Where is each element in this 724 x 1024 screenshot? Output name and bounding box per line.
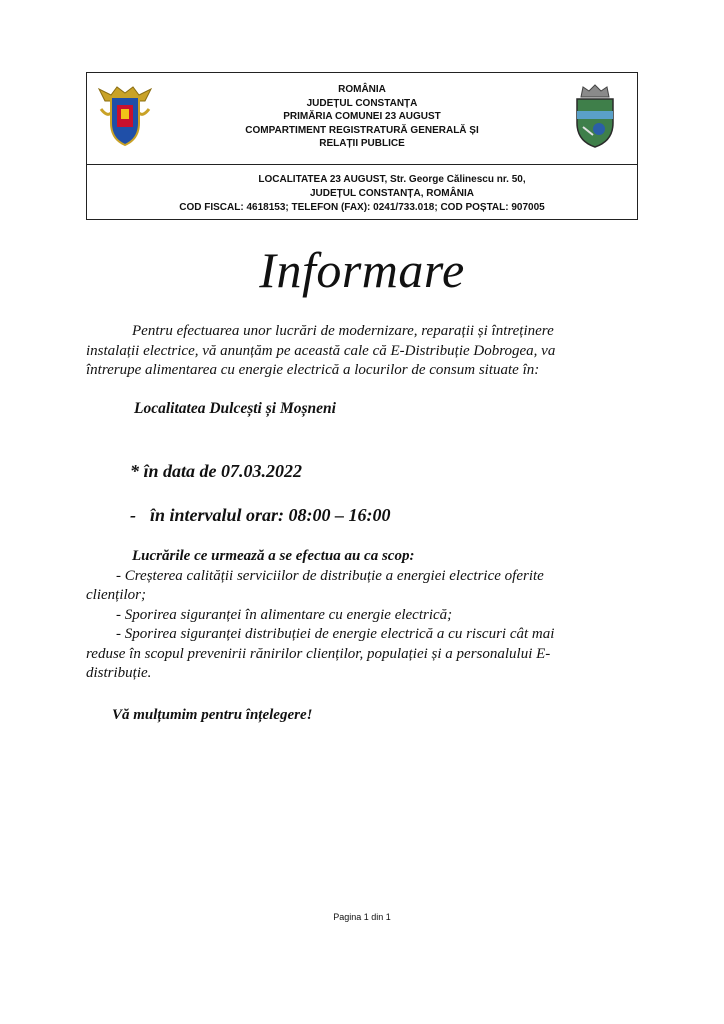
- interval-dash: -: [130, 505, 136, 525]
- intro-paragraph: [86, 322, 626, 381]
- locality-text: Localitatea Dulcești și Moșneni: [134, 400, 336, 417]
- purpose-item: - Sporirea siguranței distribuției de energie electrică a cu riscuri cât mai: [116, 626, 555, 642]
- letterhead-line: RELAȚII PUBLICE: [319, 138, 405, 149]
- letterhead-line: JUDEȚUL CONSTANȚA: [306, 97, 418, 109]
- letterhead: [86, 72, 638, 220]
- purpose-item-continuation: distribuție.: [86, 665, 152, 681]
- address-line: LOCALITATEA 23 AUGUST, Str. George Călinescu nr. 50,: [258, 174, 526, 185]
- letterhead-line: PRIMĂRIA COMUNEI 23 AUGUST: [283, 111, 441, 122]
- intro-line: instalații electrice, vă anunțăm pe această cale că E-Distribuție Dobrogea, va: [86, 342, 556, 359]
- date-text: * în data de 07.03.2022: [130, 461, 303, 481]
- fiscal-contact-line: COD FISCAL: 4618153; TELEFON (FAX): 0241/733.018; COD POȘTAL: 907005: [179, 202, 545, 213]
- purpose-item: - Sporirea siguranței în alimentare cu energie electrică;: [116, 606, 453, 623]
- letterhead-address: [87, 173, 637, 215]
- intro-line: întrerupe alimentarea cu energie electrică a locurilor de consum situate în:: [86, 362, 540, 378]
- intro-line: Pentru efectuarea unor lucrări de modernizare, reparații și întreținere: [132, 323, 554, 339]
- address-line: JUDEȚUL CONSTANȚA, ROMÂNIA: [309, 188, 475, 199]
- commune-coat-of-arms-icon: [573, 83, 617, 149]
- romania-coat-of-arms-icon: [97, 83, 153, 147]
- letterhead-line: ROMÂNIA: [338, 84, 386, 95]
- purpose-item-continuation: reduse în scopul prevenirii rănirilor clienților, populației și a personalului E-: [86, 645, 551, 662]
- letterhead-line: COMPARTIMENT REGISTRATURĂ GENERALĂ ȘI: [245, 124, 479, 136]
- purpose-item: - Creșterea calității serviciilor de distribuție a energiei electrice oferite: [116, 567, 544, 584]
- page-number: Pagina 1 din 1: [333, 912, 391, 922]
- purpose-heading: Lucrările ce urmează a se efectua au ca scop:: [132, 548, 415, 564]
- letterhead-institution: [197, 83, 527, 151]
- interval-text: în intervalul orar: 08:00 – 16:00: [150, 505, 391, 525]
- purpose-section: [86, 547, 626, 684]
- thanks-text: Vă mulțumim pentru înțelegere!: [112, 707, 313, 723]
- document-title: Informare: [259, 242, 465, 298]
- purpose-item-continuation: clienților;: [86, 587, 146, 603]
- interval-line: [130, 505, 391, 526]
- letterhead-header: [87, 73, 637, 165]
